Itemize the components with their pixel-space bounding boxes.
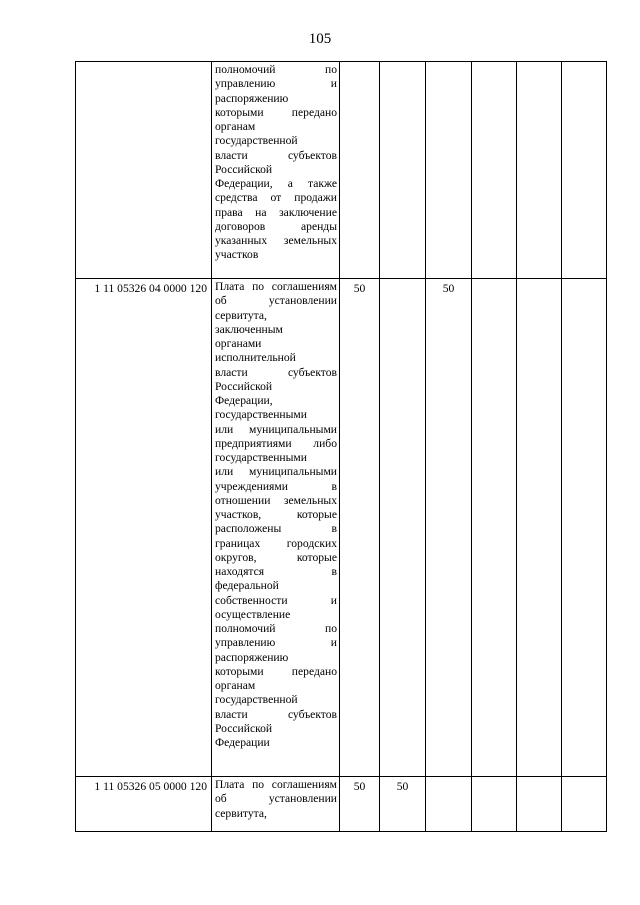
- page-number: 105: [308, 31, 332, 47]
- description-line: об установлении: [215, 294, 337, 308]
- description-line: сервитута,: [215, 308, 267, 322]
- description-line: распоряжению: [215, 91, 289, 105]
- value-cell: 50: [426, 279, 472, 777]
- value-cell: [517, 279, 562, 777]
- description-line: договоров аренды: [215, 219, 337, 233]
- description-line: или муниципальными: [215, 465, 337, 479]
- description-line: государственной: [215, 693, 298, 707]
- description-line: Плата по соглашениям: [215, 280, 337, 293]
- description-line: государственной: [215, 134, 298, 148]
- description-line: которыми передано: [215, 105, 337, 119]
- description-line: Российской: [215, 379, 273, 393]
- description-line: Российской: [215, 721, 273, 735]
- budget-revenue-table: [75, 61, 607, 832]
- value-cell: [426, 777, 472, 832]
- description-line: права на заключение: [215, 205, 337, 219]
- description-line: власти субъектов: [215, 707, 337, 721]
- description-line: учреждениями в: [215, 479, 337, 493]
- description-line: которыми передано: [215, 664, 337, 678]
- description-line: государственными: [215, 408, 307, 422]
- revenue-code-cell: 1 11 05326 04 0000 120: [76, 279, 212, 777]
- description-line: находятся в: [215, 565, 337, 578]
- value-cell: [426, 62, 472, 279]
- description-line: органам: [215, 679, 256, 692]
- value-cell: 50: [380, 777, 426, 832]
- value-cell: [517, 777, 562, 832]
- table-row: [76, 777, 607, 832]
- value-cell: [380, 279, 426, 777]
- value-cell: [472, 62, 517, 279]
- description-line: Федерации: [215, 736, 270, 749]
- description-line: участков, которые: [215, 508, 337, 521]
- description-line: границах городских: [215, 536, 337, 550]
- table-row: [76, 279, 607, 777]
- revenue-code-cell: 1 11 05326 05 0000 120: [76, 777, 212, 832]
- revenue-code-cell: [76, 62, 212, 279]
- description-line: управлению и: [215, 636, 337, 650]
- description-line: полномочий по: [215, 63, 337, 76]
- description-line: Федерации,: [215, 394, 273, 407]
- value-cell: [472, 279, 517, 777]
- value-cell: [472, 777, 517, 832]
- description-line: государственными: [215, 451, 307, 464]
- value-cell: [562, 777, 607, 832]
- description-line: Федерации, а также: [215, 177, 337, 190]
- description-line: Российской: [215, 162, 273, 176]
- description-line: об установлении: [215, 792, 337, 806]
- value-cell: [380, 62, 426, 279]
- description-line: Плата по соглашениям: [215, 778, 337, 791]
- description-cell: [212, 279, 340, 777]
- value-cell: [562, 62, 607, 279]
- description-line: средства от продажи: [215, 191, 337, 205]
- description-line: отношении земельных: [215, 493, 337, 507]
- description-line: предприятиями либо: [215, 436, 337, 450]
- value-cell: [562, 279, 607, 777]
- value-cell: [340, 62, 380, 279]
- description-line: участков: [215, 248, 259, 262]
- description-line: органам: [215, 120, 256, 133]
- value-cell: 50: [340, 279, 380, 777]
- value-cell: [517, 62, 562, 279]
- description-line: распоряжению: [215, 650, 289, 664]
- description-line: округов, которые: [215, 550, 337, 564]
- description-line: расположены в: [215, 522, 337, 536]
- value-cell: 50: [340, 777, 380, 832]
- description-line: власти субъектов: [215, 365, 337, 379]
- description-line: осуществление: [215, 607, 291, 621]
- description-line: или муниципальными: [215, 422, 337, 436]
- description-line: собственности и: [215, 593, 337, 607]
- description-line: сервитута,: [215, 806, 267, 820]
- table-row: [76, 62, 607, 279]
- description-line: полномочий по: [215, 622, 337, 635]
- description-cell: [212, 777, 340, 832]
- description-line: указанных земельных: [215, 234, 337, 247]
- description-line: федеральной: [215, 579, 279, 593]
- description-line: управлению и: [215, 77, 337, 91]
- description-line: заключенным: [215, 322, 283, 336]
- description-cell: [212, 62, 340, 279]
- description-line: органами: [215, 337, 262, 350]
- description-line: исполнительной: [215, 351, 296, 365]
- description-line: власти субъектов: [215, 148, 337, 162]
